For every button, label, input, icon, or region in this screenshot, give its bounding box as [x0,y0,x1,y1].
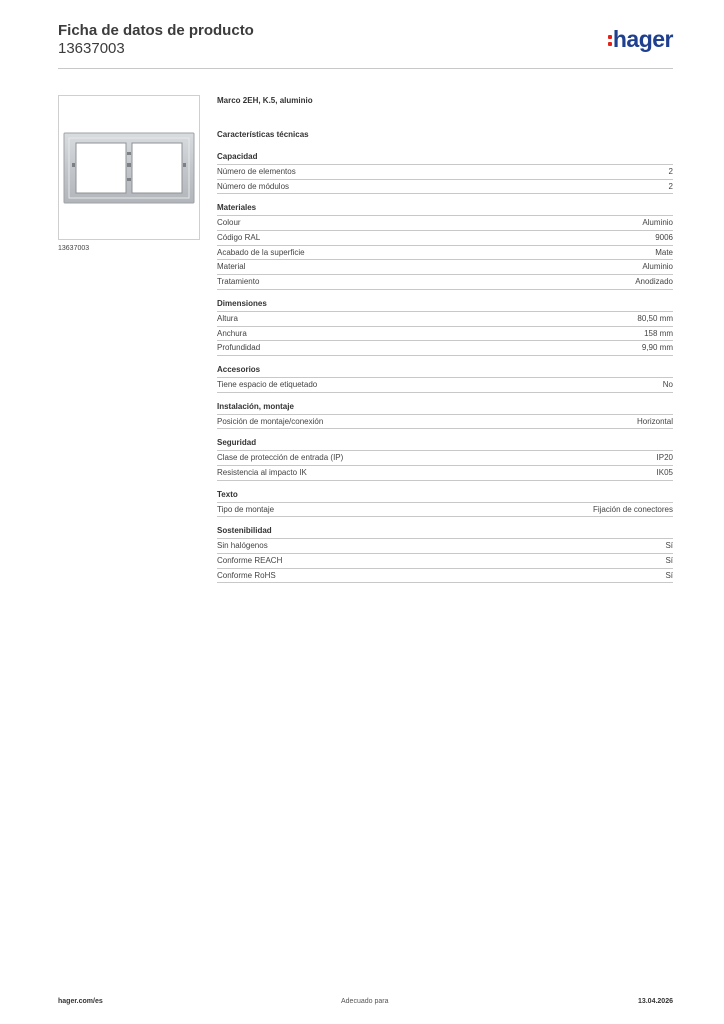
spec-row [217,180,673,195]
spec-label: Acabado de la superficie [217,247,305,257]
spec-section [217,402,673,430]
section-title: Capacidad [217,152,673,165]
spec-value: Mate [655,247,673,257]
spec-label: Resistencia al impacto IK [217,467,307,477]
document-title: Ficha de datos de producto [58,22,254,39]
logo-dots-icon [608,35,612,46]
spec-section [217,299,673,356]
spec-section [217,152,673,194]
section-title: Sostenibilidad [217,526,673,539]
spec-label: Material [217,262,246,272]
footer-center-text: Adecuado para [341,998,389,1005]
spec-row [217,378,673,393]
technical-characteristics-title: Características técnicas [217,130,309,139]
spec-label: Colour [217,218,241,228]
spec-row [217,503,673,518]
spec-label: Número de elementos [217,167,296,176]
spec-row [217,216,673,231]
spec-sections [217,152,673,583]
image-caption: 13637003 [58,245,90,252]
spec-row [217,341,673,356]
spec-label: Conforme REACH [217,556,283,565]
spec-label: Altura [217,313,238,323]
spec-value: Aluminio [642,218,673,228]
frame-product-icon [63,132,195,204]
spec-value: Anodizado [635,277,673,287]
spec-label: Tiene espacio de etiquetado [217,379,318,389]
spec-value: Horizontal [636,416,673,426]
section-title: Seguridad [217,438,673,451]
spec-value: Sí [665,541,673,551]
spec-row [217,231,673,246]
spec-value: Sí [665,556,673,565]
spec-section [217,203,673,289]
product-image [58,95,200,240]
spec-section [217,438,673,480]
product-code: 13637003 [58,40,125,57]
product-name: Marco 2EH, K.5, aluminio [217,96,313,105]
logo-text: hager [612,26,673,52]
section-title: Materiales [217,203,673,216]
spec-row [217,260,673,275]
spec-value: 2 [668,181,673,191]
spec-value: Fijación de conectores [592,504,673,514]
spec-row [217,275,673,290]
spec-label: Sin halógenos [217,541,268,551]
spec-row [217,466,673,481]
spec-value: 2 [668,167,673,176]
spec-row [217,451,673,466]
spec-row [217,312,673,327]
footer-date: 13.04.2026 [637,998,673,1005]
spec-section [217,490,673,518]
spec-row [217,569,673,584]
spec-label: Posición de montaje/conexión [217,416,324,426]
spec-label: Profundidad [217,343,261,353]
spec-value: 80,50 mm [637,313,673,323]
spec-row [217,165,673,180]
spec-row [217,327,673,342]
spec-section [217,526,673,583]
spec-row [217,554,673,569]
spec-label: Conforme RoHS [217,570,276,580]
spec-section [217,365,673,393]
spec-value: 9,90 mm [641,343,673,353]
section-title: Instalación, montaje [217,402,673,415]
section-title: Texto [217,490,673,503]
section-title: Dimensiones [217,299,673,312]
spec-label: Tratamiento [217,277,260,287]
spec-label: Número de módulos [217,181,290,191]
spec-value: IP20 [656,453,673,463]
spec-label: Clase de protección de entrada (IP) [217,453,344,463]
product-details [217,96,673,592]
spec-value: 9006 [655,233,673,243]
spec-value: No [662,379,673,389]
hager-logo [608,26,673,52]
page-header [58,22,673,69]
spec-row [217,415,673,430]
spec-value: Aluminio [642,262,673,272]
spec-value: Sí [665,570,673,580]
section-title: Accesorios [217,365,673,378]
footer-website: hager.com/es [58,998,103,1005]
spec-value: 158 mm [644,328,673,338]
spec-label: Código RAL [217,233,261,243]
spec-label: Anchura [217,328,247,338]
spec-value: IK05 [656,467,673,477]
spec-label: Tipo de montaje [217,504,275,514]
spec-row [217,539,673,554]
spec-row [217,246,673,261]
